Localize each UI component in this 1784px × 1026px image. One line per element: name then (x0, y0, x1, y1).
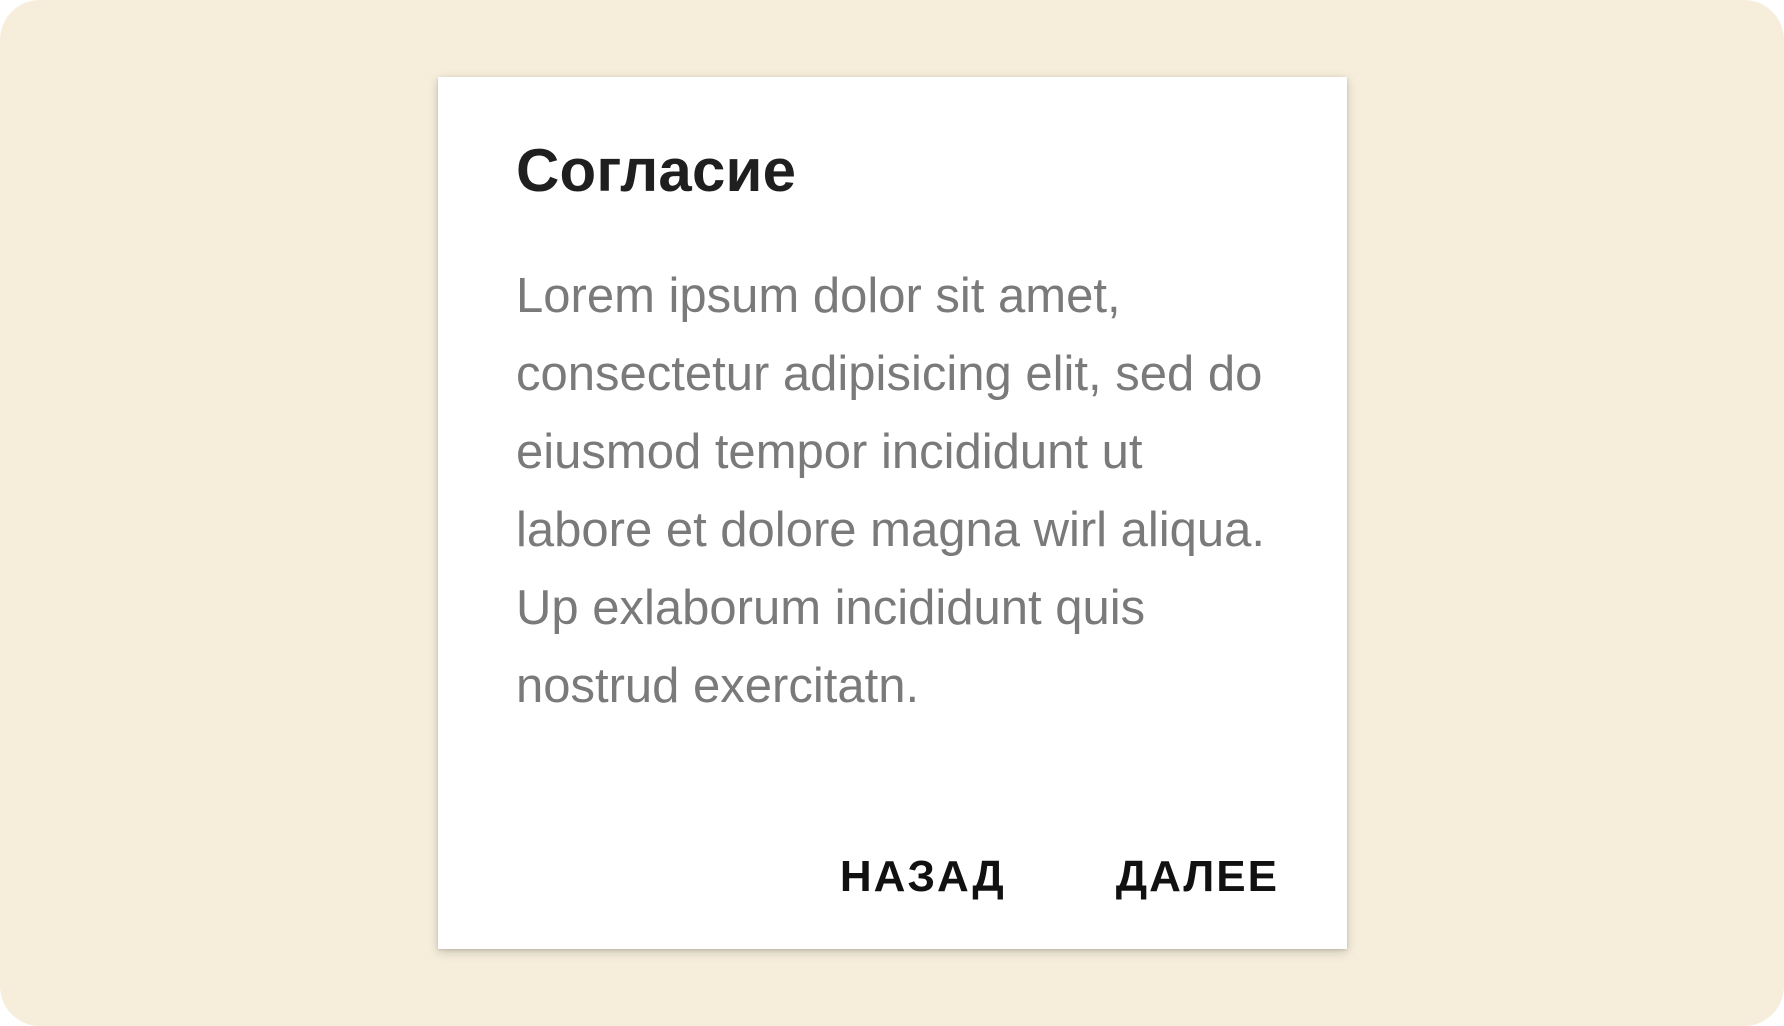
consent-dialog (438, 77, 1347, 949)
dialog-actions (839, 852, 1279, 901)
next-button[interactable]: ДАЛЕЕ (1115, 852, 1279, 901)
dialog-title: Согласие (516, 137, 797, 204)
back-button[interactable]: НАЗАД (839, 852, 1006, 901)
dialog-body-text: Lorem ipsum dolor sit amet, consectetur adipisicing elit, sed do eiusmod tempor incididunt ut labore et dolore magna wirl aliqua. Up exlaborum incididunt quis nostrud exercitatn. (516, 269, 1266, 713)
